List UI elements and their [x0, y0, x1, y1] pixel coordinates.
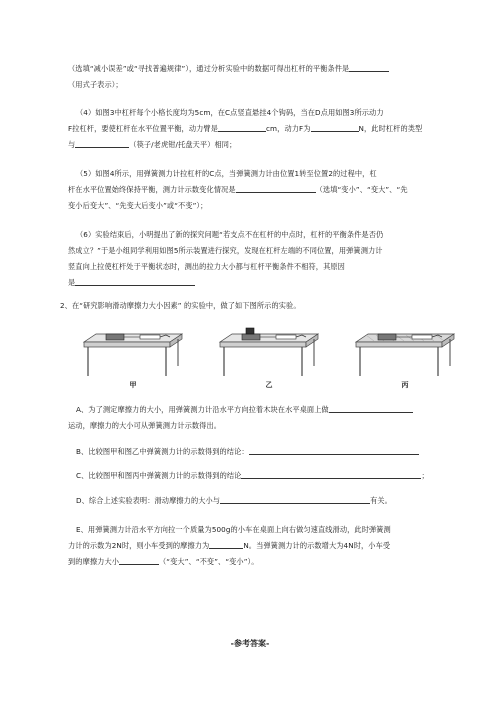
e-line1b: 的小车在桌面上向右做匀速直线滑动，此时弹簧测: [230, 525, 391, 534]
p5-line2b: （选填“变小”、“变大”、“先: [315, 185, 408, 194]
figure-bing-drawing: [346, 326, 464, 380]
p6-line1: （6）实验结束后，小明提出了新的探究问题“若支点不在杠杆的中点时，杠杆的平衡条件是否仍: [76, 230, 384, 239]
e-force: 4N: [343, 541, 354, 550]
answer-blank[interactable]: [75, 138, 129, 148]
answer-blank[interactable]: [236, 183, 316, 193]
p6-line3: 竖直向上拉使杠杆处于平衡状态时，测出的拉力大小都与杠杆平衡条件不相符，其原因: [68, 262, 345, 271]
e-line3a: 到的摩擦力大小: [68, 557, 120, 566]
q1-line2-text: （用式子表示）；: [68, 80, 123, 89]
c-text: C、比较图甲和图丙中弹簧测力计的示数得到的结论: [76, 471, 242, 480]
c-end: ；: [421, 471, 429, 480]
p4-line2a: F拉杠杆，要使杠杆在水平位置平衡，动力臂是: [68, 124, 218, 133]
figure-bing: [346, 326, 464, 388]
e-line3b: （“变大”、“不变”、“变小”）。: [159, 557, 259, 566]
b-text: B、比较图甲和图乙中弹簧测力计的示数得到的结论：: [76, 447, 249, 456]
q2-part-a: [68, 402, 468, 434]
answer-blank[interactable]: [119, 555, 159, 565]
q1-part5: [68, 166, 468, 214]
figure-yi-label: 乙: [265, 381, 273, 389]
q1-continuation: [68, 61, 468, 93]
q1-line1-text: （选填“减小误差”或“寻找普遍规律”），通过分析实验中的数据可得出杠杆的平衡条件是: [68, 64, 350, 73]
answer-blank[interactable]: [218, 122, 266, 132]
q1-part4: [68, 105, 468, 153]
figure-yi-drawing: [210, 326, 328, 380]
e-line2b: N。当弹簧测力计的示数增大为: [243, 541, 344, 550]
answer-blank[interactable]: [241, 469, 421, 479]
a-line2: 运动，摩擦力的大小可从弹簧测力计示数得出。: [68, 421, 222, 430]
p4-line3b: （筷子/老虎钳/托盘天平）相同；: [129, 140, 237, 149]
a-line1: A、为了测定摩擦力的大小，用弹簧测力计沿水平方向拉着木块在水平桌面上做: [76, 405, 329, 414]
q1-part6: [68, 227, 468, 291]
q2-intro: [60, 298, 460, 314]
answer-blank[interactable]: [349, 62, 389, 72]
q2-part-e: [68, 522, 468, 570]
answer-blank[interactable]: [311, 122, 359, 132]
answer-blank[interactable]: [249, 445, 419, 455]
answer-key-heading: -参考答案-: [230, 639, 270, 648]
p5-line3: 变小后变大”、“先变大后变小”或“不变”）；: [68, 201, 208, 210]
figure-jia-label: 甲: [129, 381, 137, 389]
e-line2c: 时，小车受: [353, 541, 391, 550]
p4-line3a: 与: [68, 140, 76, 149]
p4-line2c: N，此时杠杆的类型: [358, 124, 423, 133]
figure-yi: [210, 326, 328, 388]
q2-part-b: [68, 444, 468, 460]
answer-blank[interactable]: [220, 494, 370, 504]
p6-line4a: 是: [68, 278, 76, 287]
q2-part-c: [68, 468, 468, 484]
answer-blank[interactable]: [75, 276, 195, 286]
q2-intro-text: 2、在“研究影响滑动摩擦力大小因素” 的实验中，做了如下图所示的实验。: [60, 301, 301, 310]
experiment-figures: [70, 326, 470, 388]
figure-bing-label: 丙: [401, 381, 409, 389]
answer-blank[interactable]: [329, 403, 413, 413]
p4-line2b: cm，动力F为: [266, 124, 311, 133]
p4-line1: （4）如图3中杠杆每个小格长度均为5cm，在C点竖直悬挂4个钩码，当在D点用如图3所示动力: [76, 108, 384, 117]
d-text: D、综合上述实验表明：滑动摩擦力的大小与: [76, 496, 221, 505]
p6-line2: 然成立？”于是小组同学利用如图5所示装置进行探究，发现在杠杆左端的不同位置，用弹簧测力计: [68, 246, 383, 255]
p5-line2a: 杆在水平位置始终保持平衡，测力计示数变化情况是: [68, 185, 236, 194]
e-line2a: 力计的示数为2N时，则小车受到的摩擦力为: [68, 541, 210, 550]
q2-part-d: [68, 493, 468, 509]
d-end: 有关。: [370, 496, 392, 505]
figure-jia: [74, 326, 192, 388]
e-line1a: E、用弹簧测力计沿水平方向拉一个质量为: [76, 525, 212, 534]
figure-jia-drawing: [74, 326, 192, 380]
answer-blank[interactable]: [209, 539, 243, 549]
e-mass: 500g: [211, 525, 231, 534]
p5-line1: （5）如图4所示，用弹簧测力计拉杠杆的C点，当弹簧测力计由位置1转至位置2的过程中，杠: [76, 169, 377, 178]
